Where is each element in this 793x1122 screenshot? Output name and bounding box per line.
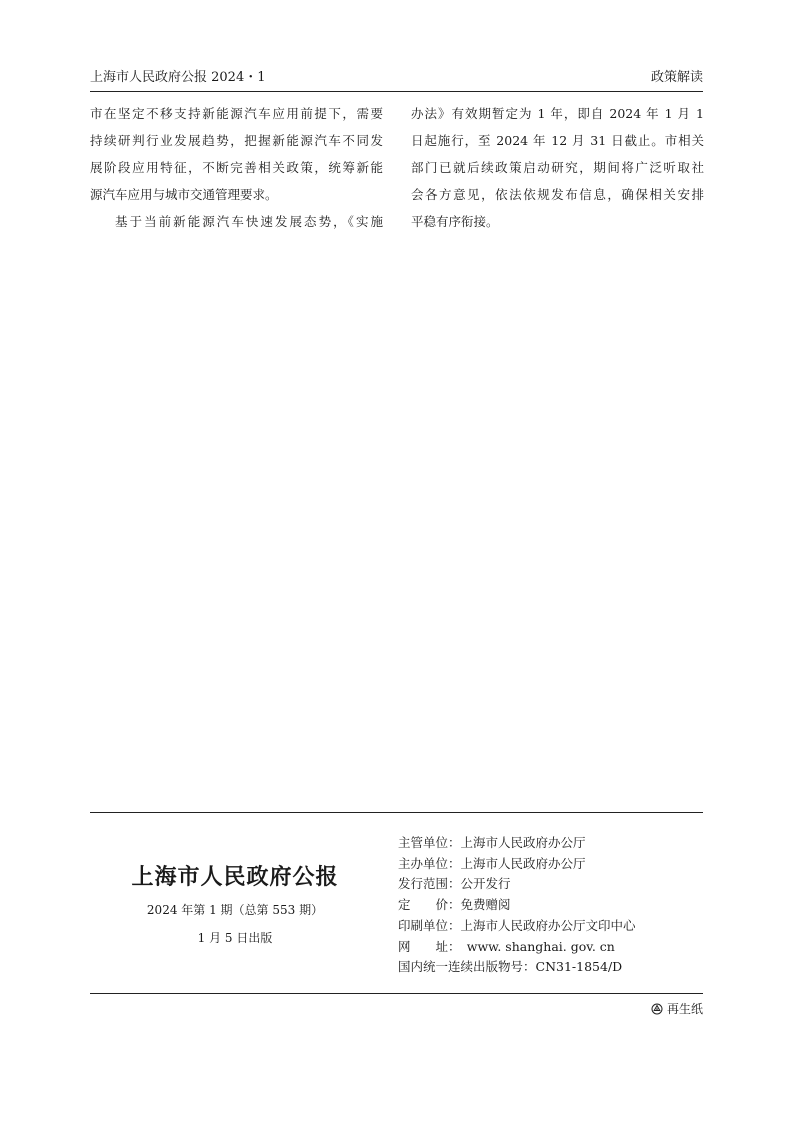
body-line: 展阶段应用特征，不断完善相关政策，统筹新能 [90,160,383,175]
body-line: 平稳有序衔接。 [411,214,499,229]
info-distribution: 发行范围：公开发行 [398,876,511,892]
masthead-issue: 2024 年第 1 期（总第 553 期） [146,903,324,917]
right-text-column [411,100,704,235]
page-header [90,66,703,88]
publication-info [398,833,636,978]
masthead-bottom-rule [90,993,703,994]
info-serial-number: 国内统一连续出版物号：CN31-1854/D [398,959,623,975]
recycled-paper-note [651,1000,703,1017]
info-supervisor: 主管单位：上海市人民政府办公厅 [398,835,586,850]
body-line: 办法》有效期暂定为 1 年，即自 2024 年 1 月 1 [411,106,704,121]
left-text-column [90,100,383,235]
body-line: 会各方意见，依法依规发布信息，确保相关安排 [411,187,704,202]
section-label: 政策解读 [650,70,703,85]
body-line: 基于当前新能源汽车快速发展态势，《实施 [115,214,383,229]
info-printer: 印刷单位：上海市人民政府办公厅文印中心 [398,917,636,933]
body-line: 市在坚定不移支持新能源汽车应用前提下，需要 [90,106,383,121]
recycle-icon [651,1003,663,1015]
journal-header-title: 上海市人民政府公报 2024・1 [90,70,266,85]
info-website: 网 址： www. shanghai. gov. cn [398,938,615,954]
info-sponsor: 主办单位：上海市人民政府办公厅 [398,855,586,871]
recycled-paper-label: 再生纸 [666,1002,703,1016]
body-line: 部门已就后续政策启动研究，期间将广泛听取社 [411,160,704,175]
body-line: 持续研判行业发展趋势，把握新能源汽车不同发 [90,133,383,148]
masthead-top-rule [90,812,703,813]
body-line: 源汽车应用与城市交通管理要求。 [90,187,278,202]
masthead-date: 1 月 5 日出版 [197,931,273,945]
masthead-title: 上海市人民政府公报 [131,864,339,890]
info-price: 定 价：免费赠阅 [398,897,511,913]
header-rule [90,91,703,92]
body-line: 日起施行，至 2024 年 12 月 31 日截止。市相关 [411,133,704,148]
